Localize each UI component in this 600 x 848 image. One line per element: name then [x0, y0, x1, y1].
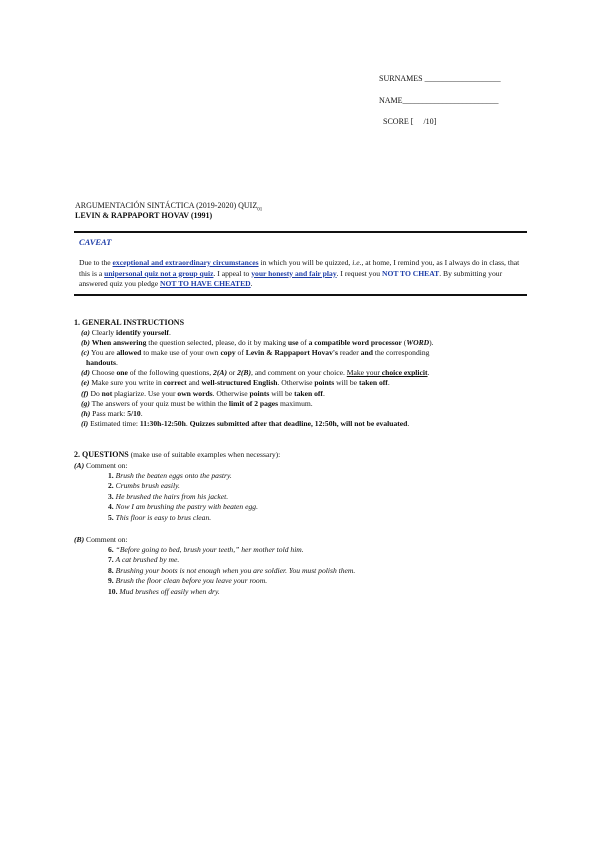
name-field: NAME________________________ [379, 96, 499, 105]
caveat-ie: i.e. [352, 258, 362, 267]
instruction-c-cont: handouts. [86, 358, 118, 368]
score-field: SCORE [ /10] [383, 117, 437, 126]
list-item: 9. Brush the floor clean before you leave your room. [108, 576, 268, 586]
caveat-link-unipersonal: unipersonal quiz not a group quiz [104, 268, 214, 278]
quiz-title-text: ARGUMENTACIÓN SINTÁCTICA (2019-2020) QUIZ [75, 201, 258, 210]
instruction-g: (g) The answers of your quiz must be within the limit of 2 pages maximum. [81, 398, 313, 408]
instruction-c: (c) You are allowed to make use of your own copy of Levin & Rappaport Hovav's reader and the corresponding [81, 348, 430, 358]
list-item: 3. He brushed the hairs from his jacket. [108, 491, 229, 501]
caveat-t2: in which you will be quizzed, [258, 258, 353, 267]
list-item: 7. A cat brushed by me. [108, 555, 180, 565]
question-b-intro: (B) Comment on: [74, 535, 128, 544]
caveat-text [79, 258, 523, 290]
instruction-h: (h) Pass mark: 5/10. [81, 408, 143, 418]
caveat-heading: CAVEAT [79, 237, 112, 247]
quiz-title-sub: 01 [257, 207, 263, 213]
question-a-items [108, 471, 258, 523]
caveat-t1: Due to the [79, 258, 113, 267]
caveat-bottom-rule [74, 294, 527, 296]
list-item: 1. Brush the beaten eggs onto the pastry. [108, 471, 232, 480]
instruction-a: (a) Clearly identify yourself. [81, 328, 171, 337]
caveat-link-circumstances: exceptional and extraordinary circumstances [112, 258, 259, 267]
list-item: 4. Now I am brushing the pastry with beaten egg. [108, 502, 258, 512]
question-b-items [108, 545, 355, 597]
caveat-t3: , at home, I remind you, as I always do in class, that this is a [79, 258, 520, 278]
list-item: 5. This floor is easy to brus clean. [108, 512, 212, 522]
list-item: 10. Mud brushes off easily when dry. [108, 586, 220, 596]
instruction-d: (d) Choose one of the following questions, 2(A) or 2(B), and comment on your choice. Make your choice explicit. [81, 368, 430, 378]
list-item: 2. Crumbs brush easily. [108, 481, 180, 491]
instruction-e: (e) Make sure you write in correct and well-structured English. Otherwise points will be taken off. [81, 378, 390, 388]
list-item: 6. “Before going to bed, brush your teeth,” her mother told him. [108, 545, 304, 554]
instruction-f: (f) Do not plagiarize. Use your own words. Otherwise points will be taken off. [81, 388, 325, 398]
surnames-field: SURNAMES ___________________ [379, 74, 501, 83]
caveat-t7: . [250, 279, 253, 289]
caveat-link-not-cheated: NOT TO HAVE CHEATED [159, 279, 251, 289]
question-a-intro: (A) Comment on: [74, 461, 128, 470]
quiz-subtitle: LEVIN & RAPPAPORT HOVAV (1991) [75, 211, 213, 220]
instruction-i: (i) Estimated time: 11:30h-12:50h. Quizzes submitted after that deadline, 12:50h, will not be evaluated. [81, 418, 410, 428]
caveat-t6: . By submitting your answered quiz you pledge [79, 268, 503, 289]
general-instructions-heading: 1. GENERAL INSTRUCTIONS [74, 318, 185, 327]
caveat-not-cheat: NOT TO CHEAT [381, 268, 440, 278]
list-item: 8. Brushing your boots is not enough when you are soldier. You must polish them. [108, 565, 356, 575]
caveat-t4: . I appeal to [213, 268, 252, 278]
caveat-link-honesty: your honesty and fair play [251, 268, 337, 278]
caveat-t5: . I request you [336, 268, 382, 278]
general-instructions-list [81, 328, 531, 429]
questions-heading: 2. QUESTIONS (make use of suitable examples when necessary): [74, 450, 281, 459]
instruction-b: (b) When answering the question selected, please, do it by making use of a compatible word processor (WORD). [81, 338, 434, 348]
caveat-top-rule [74, 231, 527, 233]
